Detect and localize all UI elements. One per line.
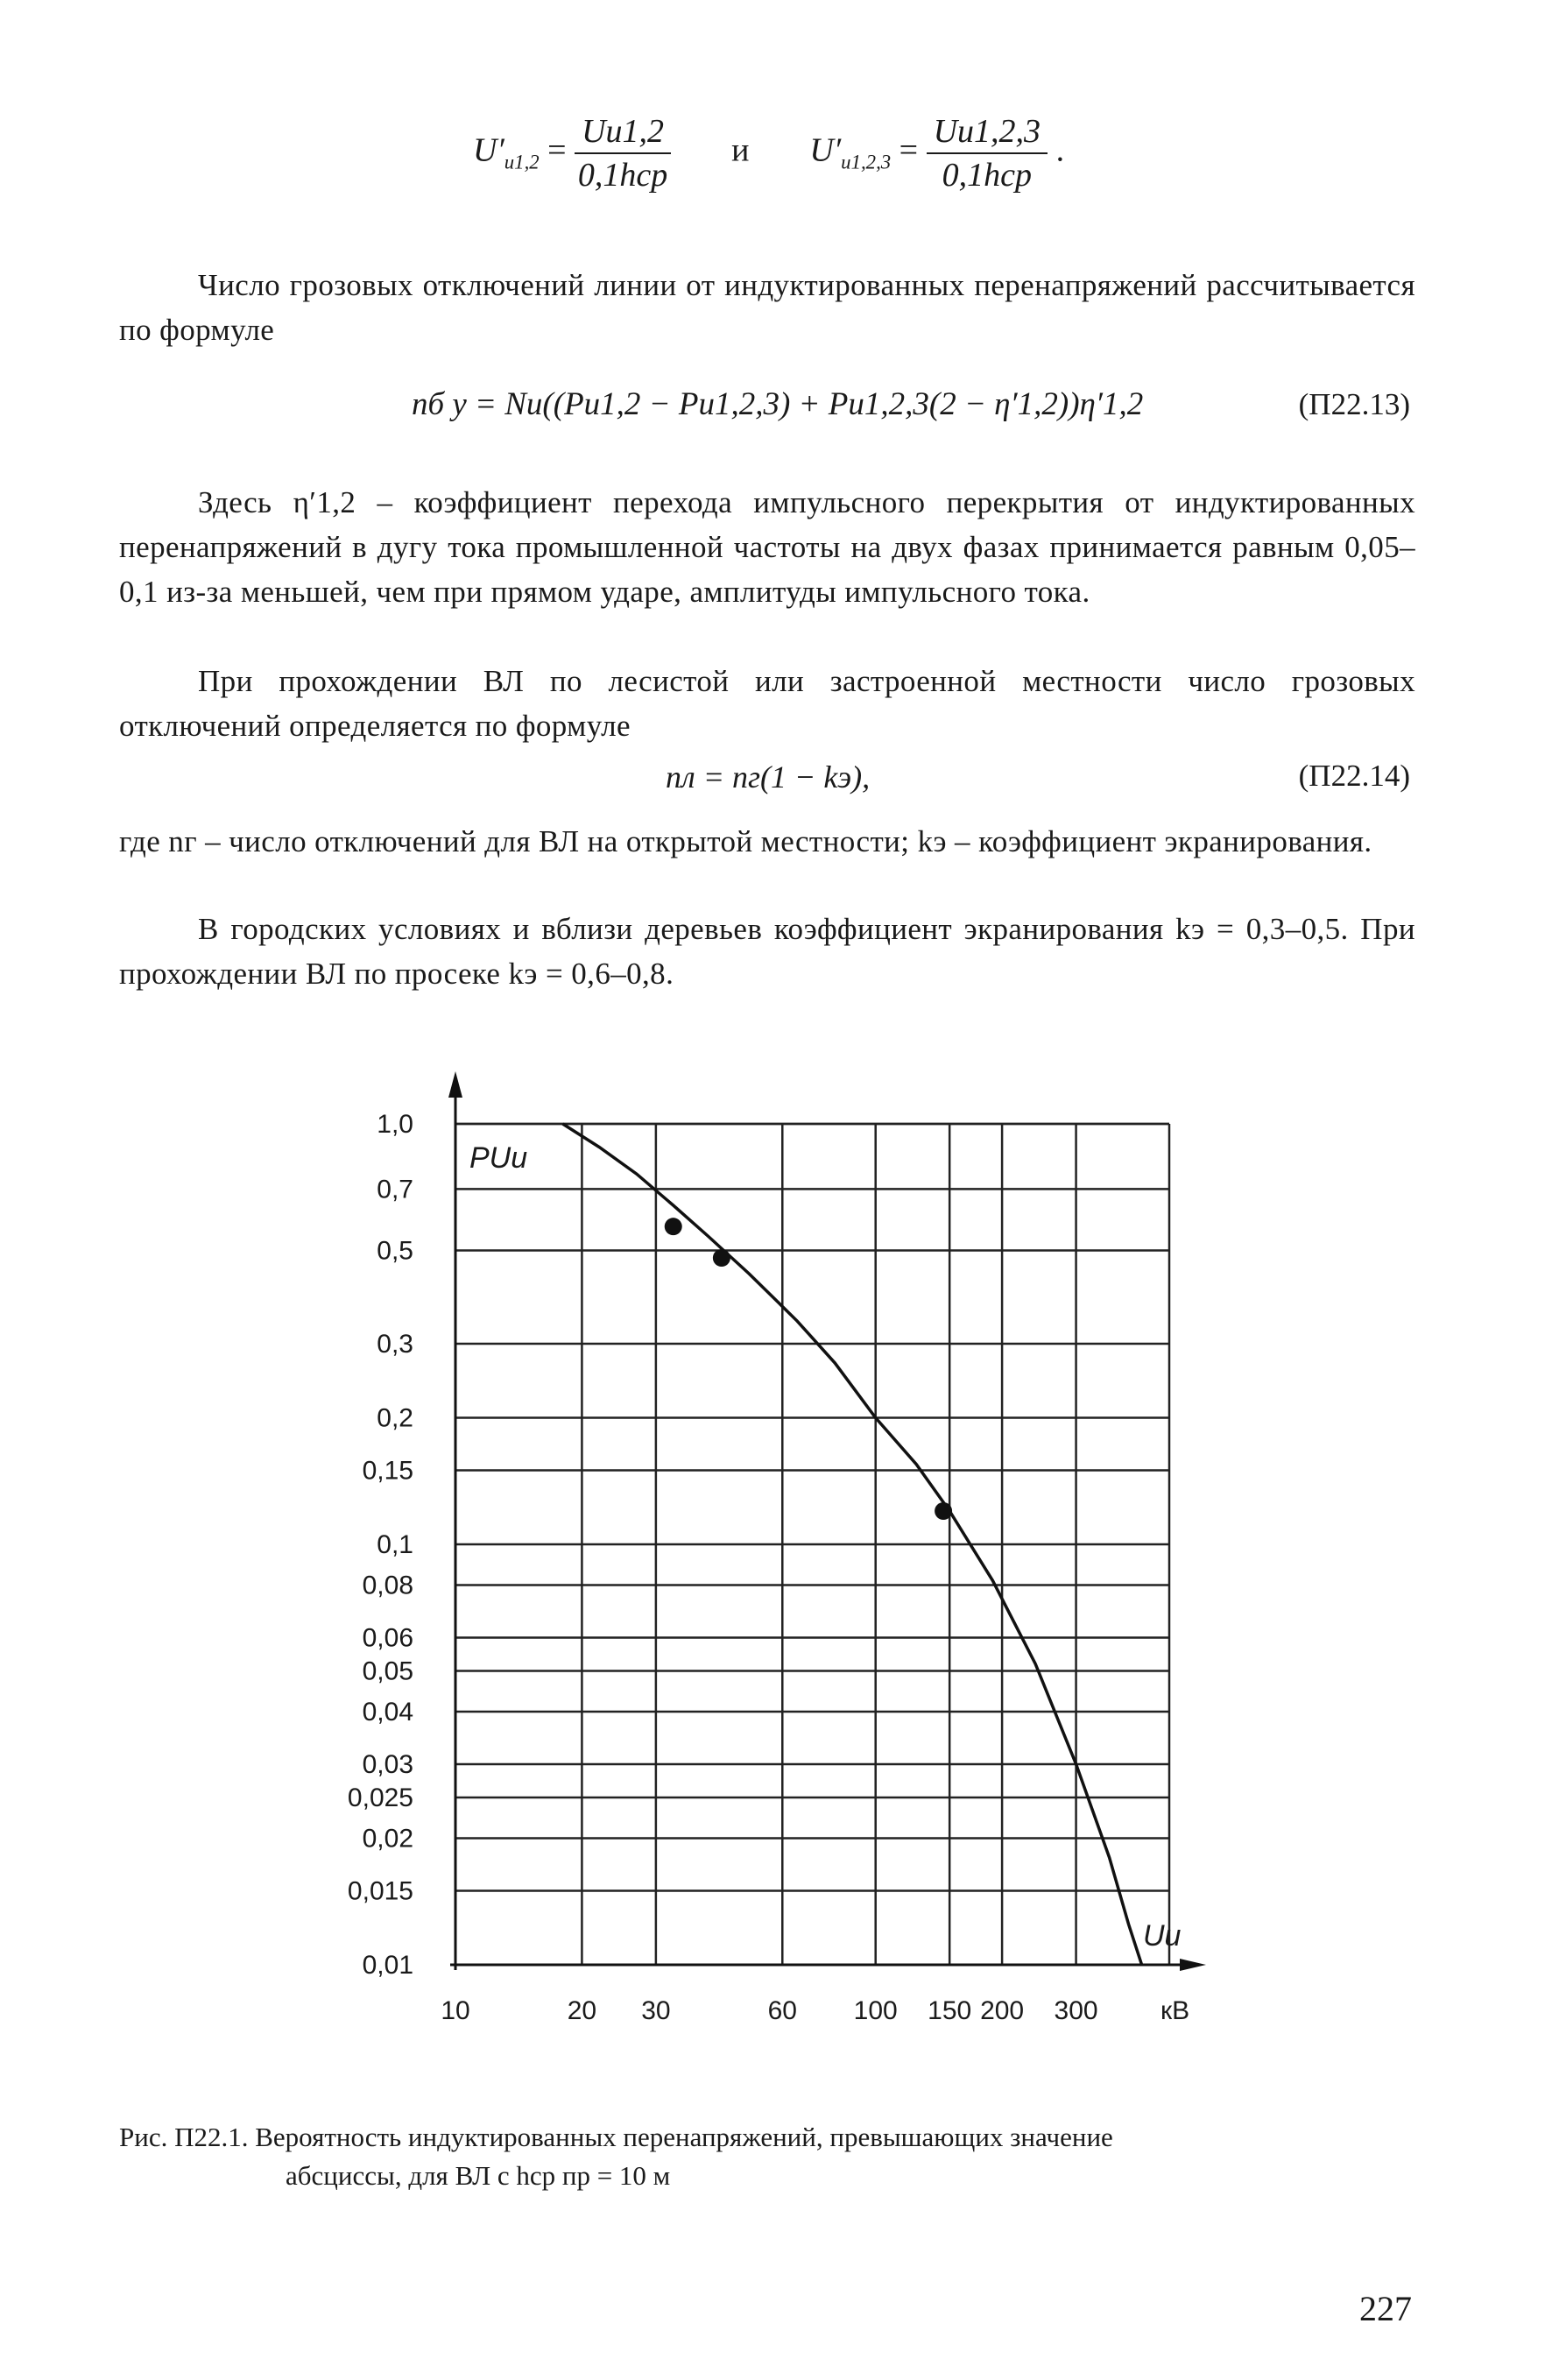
y-tick-label: 0,03 [362, 1749, 413, 1779]
formula-top-den2: 0,1hср [942, 157, 1033, 194]
chart-grid [455, 1124, 1169, 1965]
x-tick-label: 300 [1054, 1996, 1098, 2025]
formula-top-num1: Uи1,2 [575, 112, 671, 154]
formula-top-lhs1: U′ [473, 131, 504, 169]
chart-y-tick-labels [348, 1110, 413, 1980]
y-tick-label: 0,05 [362, 1656, 413, 1686]
chart-x-tick-labels [441, 1996, 1097, 2025]
page-number: 227 [1359, 2289, 1412, 2328]
y-tick-label: 0,01 [362, 1951, 413, 1980]
x-tick-label: 60 [767, 1996, 797, 2025]
x-axis-unit: кВ [1160, 1996, 1190, 2025]
formula-top-conj: и [731, 131, 750, 169]
equation-p22-14: nл = nг(1 − kэ), [666, 759, 871, 795]
chart-axis-labels [469, 1141, 1189, 2025]
y-axis-label: PUи [469, 1141, 528, 1175]
formula-top: $U'_{и1,2}$ = $\frac{Uи1,2}{\text{0,1hср}}$ и $U'_{и1,2,3}$ = $\frac{Uи1,2,3}{\text{0,1hср}}$ . [473, 113, 1065, 194]
x-axis-label: Uи [1143, 1919, 1182, 1953]
caption-line-1: Рис. П22.1. Вероятность индуктированных перенапряжений, превышающих значение [119, 2122, 1113, 2152]
paragraph-4: где nг – число отключений для ВЛ на открытой местности; kэ – коэффициент экранирования. [119, 824, 1372, 858]
equation-number-14: (П22.14) [1298, 759, 1410, 793]
x-axis-arrow [1180, 1959, 1206, 1971]
x-tick-label: 150 [928, 1996, 972, 2025]
x-tick-label: 20 [567, 1996, 597, 2025]
formula-top-sub2: и1,2,3 [841, 151, 892, 173]
y-axis-arrow [448, 1071, 462, 1098]
y-tick-label: 0,3 [377, 1329, 413, 1359]
paragraph-1: Число грозовых отключений линии от индуктированных перенапряжений рассчитывается по формуле [119, 268, 1415, 347]
formula-top-lhs2: U′ [809, 131, 842, 169]
paragraph-5: В городских условиях и вблизи деревьев коэффициент экранирования kэ = 0,3–0,5. При прохождении ВЛ по просеке kэ = 0,6–0,8. [119, 912, 1415, 991]
y-tick-label: 0,7 [377, 1175, 413, 1204]
y-tick-label: 0,08 [362, 1571, 413, 1600]
y-tick-label: 0,015 [347, 1876, 413, 1906]
formula-top-sub1: и1,2 [504, 151, 540, 173]
x-tick-label: 100 [853, 1996, 898, 2025]
formula-top-num2: Uи1,2,3 [927, 112, 1048, 154]
y-tick-label: 0,1 [377, 1530, 413, 1559]
y-tick-label: 0,2 [377, 1403, 413, 1433]
formula-top-den1: 0,1hср [577, 157, 668, 194]
caption-line-2: абсциссы, для ВЛ с hср пр = 10 м [286, 2160, 671, 2191]
data-point [713, 1249, 730, 1267]
y-tick-label: 0,06 [362, 1623, 413, 1653]
paragraph-3: При прохождении ВЛ по лесистой или застроенной местности число грозовых отключений определяется по формуле [119, 664, 1415, 743]
data-point [935, 1502, 952, 1520]
chart-axes [448, 1071, 1206, 1971]
x-tick-label: 30 [641, 1996, 671, 2025]
paragraph-2: Здесь η′1,2 – коэффициент перехода импульсного перекрытия от индуктированных перенапряжений в дугу тока промышленной частоты на двух фазах принимается равным 0,05–0,1 из-за меньшей, чем при прямом ударе, амплитуды импульсного тока. [119, 485, 1415, 609]
y-tick-label: 0,04 [362, 1698, 413, 1727]
equation-p22-13: nб у = Nи((Pи1,2 − Pи1,2,3) + Pи1,2,3(2 − η′1,2))η′1,2 [412, 386, 1144, 422]
equation-number-13: (П22.13) [1298, 387, 1410, 421]
y-tick-label: 1,0 [377, 1110, 413, 1139]
y-tick-label: 0,15 [362, 1456, 413, 1486]
y-tick-label: 0,5 [377, 1236, 413, 1266]
y-tick-label: 0,02 [362, 1824, 413, 1854]
x-tick-label: 10 [441, 1996, 470, 2025]
data-point [665, 1218, 682, 1235]
y-tick-label: 0,025 [347, 1783, 413, 1812]
x-tick-label: 200 [980, 1996, 1025, 2025]
figure-caption [119, 2118, 1415, 2195]
